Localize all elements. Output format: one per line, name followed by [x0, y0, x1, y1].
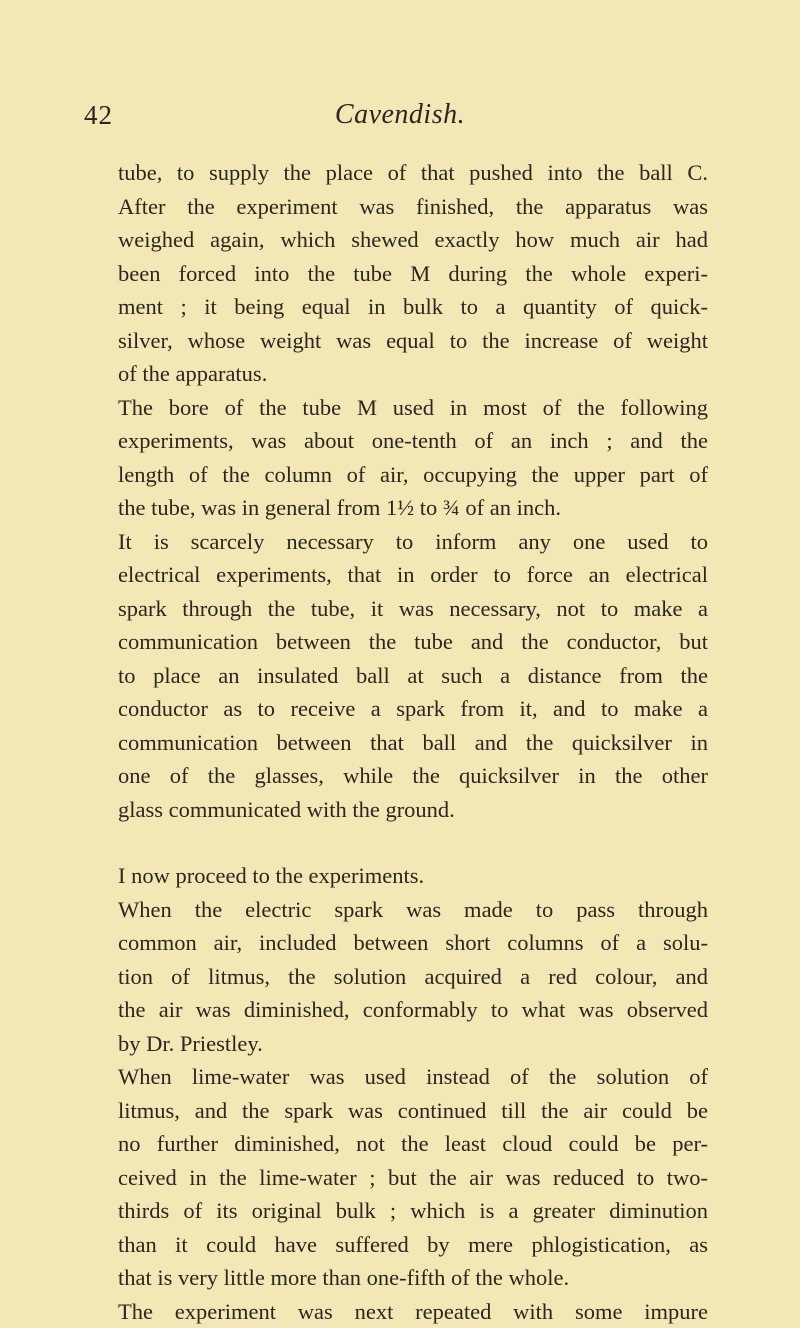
text-line: by Dr. Priestley. [118, 1027, 708, 1061]
text-line: to place an insulated ball at such a distance from the [118, 659, 708, 693]
text-line: The bore of the tube M used in most of the following [118, 391, 708, 425]
text-line: glass communicated with the ground. [118, 793, 708, 827]
text-line: communication between the tube and the conductor, but [118, 625, 708, 659]
text-line: spark through the tube, it was necessary, not to make a [118, 592, 708, 626]
text-line: one of the glasses, while the quicksilver in the other [118, 759, 708, 793]
text-line: common air, included between short columns of a solu- [118, 926, 708, 960]
text-line: communication between that ball and the quicksilver in [118, 726, 708, 760]
page-number: 42 [84, 98, 113, 132]
body-text [118, 156, 708, 1328]
text-line: I now proceed to the experiments. [118, 859, 708, 893]
running-title: Cavendish. [320, 98, 480, 132]
text-line: thirds of its original bulk ; which is a greater diminution [118, 1194, 708, 1228]
page-header [0, 98, 800, 132]
text-line: ceived in the lime-water ; but the air was reduced to two- [118, 1161, 708, 1195]
text-line: of the apparatus. [118, 357, 708, 391]
text-line: The experiment was next repeated with some impure [118, 1295, 708, 1328]
text-line: tube, to supply the place of that pushed into the ball C. [118, 156, 708, 190]
text-line: length of the column of air, occupying the upper part of [118, 458, 708, 492]
text-line: conductor as to receive a spark from it, and to make a [118, 692, 708, 726]
text-line: It is scarcely necessary to inform any one used to [118, 525, 708, 559]
text-line: than it could have suffered by mere phlogistication, as [118, 1228, 708, 1262]
text-line: tion of litmus, the solution acquired a red colour, and [118, 960, 708, 994]
text-line: that is very little more than one-fifth of the whole. [118, 1261, 708, 1295]
text-line: weighed again, which shewed exactly how much air had [118, 223, 708, 257]
text-line: litmus, and the spark was continued till the air could be [118, 1094, 708, 1128]
paragraph-gap [118, 826, 708, 859]
text-line: After the experiment was finished, the apparatus was [118, 190, 708, 224]
text-line: no further diminished, not the least cloud could be per- [118, 1127, 708, 1161]
text-line: ment ; it being equal in bulk to a quantity of quick- [118, 290, 708, 324]
text-line: When lime-water was used instead of the solution of [118, 1060, 708, 1094]
text-line: the tube, was in general from 1½ to ¾ of an inch. [118, 491, 708, 525]
text-line: silver, whose weight was equal to the increase of weight [118, 324, 708, 358]
text-line: electrical experiments, that in order to force an electrical [118, 558, 708, 592]
text-line: the air was diminished, conformably to what was observed [118, 993, 708, 1027]
text-line: When the electric spark was made to pass through [118, 893, 708, 927]
text-line: experiments, was about one-tenth of an inch ; and the [118, 424, 708, 458]
text-line: been forced into the tube M during the whole experi- [118, 257, 708, 291]
